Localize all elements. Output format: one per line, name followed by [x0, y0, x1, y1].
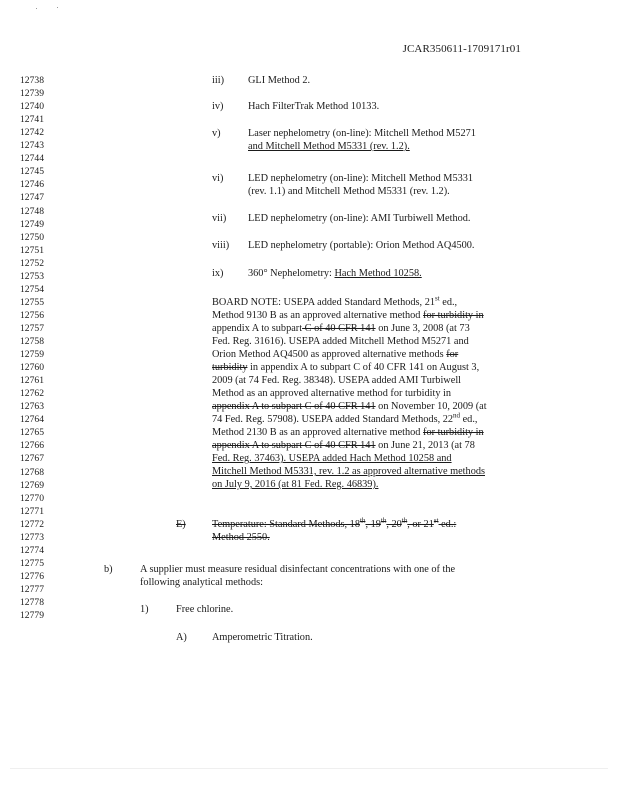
item-vii-label: vii)	[212, 213, 227, 224]
item-vii-text: LED nephelometry (on-line): AMI Turbiwell Method.	[248, 213, 471, 224]
item-iii-label: iii)	[212, 75, 225, 86]
line-number: 12758	[20, 336, 44, 347]
line-number: 12760	[20, 362, 44, 374]
line-number: 12744	[20, 153, 44, 165]
line-number: 12750	[20, 231, 44, 243]
line-number: 12755	[20, 296, 44, 308]
item-v-label: v)	[212, 128, 221, 139]
line-number: 12759	[20, 349, 44, 361]
item-e-label: E)	[176, 519, 186, 530]
item-viii-text: LED nephelometry (portable): Orion Method AQ4500.	[248, 240, 475, 251]
item-e-line1: Temperature: Standard Methods, 18th, 19th, 20th, or 21st ed.:	[212, 516, 457, 530]
line-number: 12768	[20, 466, 44, 478]
item-ix-label: ix)	[212, 268, 224, 279]
line-number: 12779	[20, 610, 44, 622]
item-ix-text	[248, 267, 422, 280]
line-number: 12739	[20, 88, 44, 100]
item-1-label: 1)	[140, 604, 149, 615]
document-page: JCAR350611-1709171r01 12738 12739 12740 12741 12742 12743 12744 12745 12746 12747 12748 12749 12750 12751 12752 12753 12754 12755 12756 12757 12758 12759 12760 12761 12762 12763 12764 12765 12766 12767 12768 12769 12770 12771 12772 12773 12774 12775 12776 12777 12778 12779 iii) GLI Method 2. iv) Hach FilterTrak Method 10133. v) Laser nephelometry (on-line): Mitchell Method M5271 and Mitchell Method M5331 (rev. 1.2). vi) LED nephelometry (on-line): Mitchell Method M5331 (rev. 1.1) and Mitchell Method M5331 (rev. 1.2). vii) LED nephelometry (on-line): AMI Turbiwell Method. viii) LED nephelometry (portable): Orion Method AQ4500. ix) 360° Nephelometry: Hach Method 10258. BOARD NOTE: USEPA added Standard Methods, 21st ed., Method 9130 B as an approved alternative method for turbidity in appendix A to subpart C of 40 CFR 141 on June 3, 2008 (at 73 Fed. Reg. 31616). USEPA added Mitchell Method M5271 and Orion Method AQ4500 as approved alternative methods for turbidity in appendix A to subpart C of 40 CFR 141 on August 3, 2009 (at 74 Fed. Reg. 38348). USEPA added AMI Turbiwell Method as an approved alternative method for turbidity in appendix A to subpart C of 40 CFR 141 on November 10, 2009 (at 74 Fed. Reg. 57908). USEPA added Standard Methods, 22nd ed., Method 2130 B as an approved alternative method for turbidity in appendix A to subpart C of 40 CFR 141 on June 21, 2013 (at 78 Fed. Reg. 37463). USEPA added Hach Method 10258 and Mitchell Method M5331, rev. 1.2 as approved alternative methods on July 9, 2016 (at 81 Fed. Reg. 46839). E) Temperature: Standard Methods, 18th, 19th, 20th, or 21st ed.: Method 2550. b) A supplier must measure residual disinfectant concentrations with one of the following analytical methods: 1) Free chlorine. A) Amperometric Titration.	[0, 0, 618, 800]
item-ix-prefix: 360° Nephelometry:	[248, 268, 335, 279]
line-number: 12774	[20, 544, 44, 556]
item-iv-label: iv)	[212, 101, 224, 112]
line-number: 12763	[20, 401, 44, 413]
item-iv-text: Hach FilterTrak Method 10133.	[248, 101, 380, 112]
line-number: 12752	[20, 257, 44, 269]
line-number: 12766	[20, 440, 44, 452]
item-vi-line2: (rev. 1.1) and Mitchell Method M5331 (rev. 1.2).	[248, 186, 450, 197]
line-number: 12761	[20, 375, 44, 387]
line-number: 12746	[20, 179, 44, 191]
line-number: 12775	[20, 557, 44, 569]
item-1-text: Free chlorine.	[176, 604, 234, 615]
line-number: 12762	[20, 388, 44, 400]
item-b-label: b)	[104, 564, 113, 575]
page-bottom-edge	[10, 768, 608, 769]
line-number: 12742	[20, 127, 44, 139]
line-number: 12740	[20, 101, 44, 113]
item-b-line1: A supplier must measure residual disinfectant concentrations with one of the	[140, 564, 456, 575]
line-number: 12772	[20, 518, 44, 530]
line-number: 12767	[20, 453, 44, 465]
line-number: 12741	[20, 114, 44, 126]
line-number: 12753	[20, 270, 44, 282]
line-number: 12769	[20, 479, 44, 491]
item-v-line2: and Mitchell Method M5331 (rev. 1.2).	[248, 141, 410, 152]
line-number: 12777	[20, 583, 44, 595]
line-number: 12778	[20, 597, 44, 608]
item-ix-underlined: Hach Method 10258.	[334, 268, 422, 279]
item-v-line1: Laser nephelometry (on-line): Mitchell Method M5271	[248, 128, 476, 139]
line-number: 12765	[20, 427, 44, 439]
item-b-line2: following analytical methods:	[140, 577, 263, 588]
line-number: 12756	[20, 309, 44, 321]
line-number: 12754	[20, 283, 44, 295]
item-a-text: Amperometric Titration.	[212, 632, 313, 643]
line-number: 12764	[20, 414, 44, 426]
line-number: 12738	[20, 75, 44, 86]
item-a-label: A)	[176, 632, 187, 643]
line-number: 12773	[20, 531, 44, 543]
scan-speck	[57, 7, 58, 8]
item-vi-label: vi)	[212, 173, 224, 184]
item-iii-text: GLI Method 2.	[248, 75, 311, 86]
line-number: 12770	[20, 492, 44, 504]
line-number: 12751	[20, 244, 44, 256]
line-number: 12771	[20, 505, 44, 517]
item-vi-line1: LED nephelometry (on-line): Mitchell Method M5331	[248, 173, 474, 184]
line-number: 12748	[20, 205, 44, 217]
line-number: 12757	[20, 322, 44, 334]
line-number: 12749	[20, 218, 44, 230]
line-number: 12776	[20, 570, 44, 582]
line-number: 12745	[20, 166, 44, 178]
scan-speck	[36, 8, 37, 9]
line-number: 12747	[20, 192, 44, 204]
item-viii-label: viii)	[212, 240, 230, 251]
item-e-line2: Method 2550.	[212, 532, 270, 543]
document-id: JCAR350611-1709171r01	[402, 43, 521, 55]
line-number: 12743	[20, 140, 44, 152]
